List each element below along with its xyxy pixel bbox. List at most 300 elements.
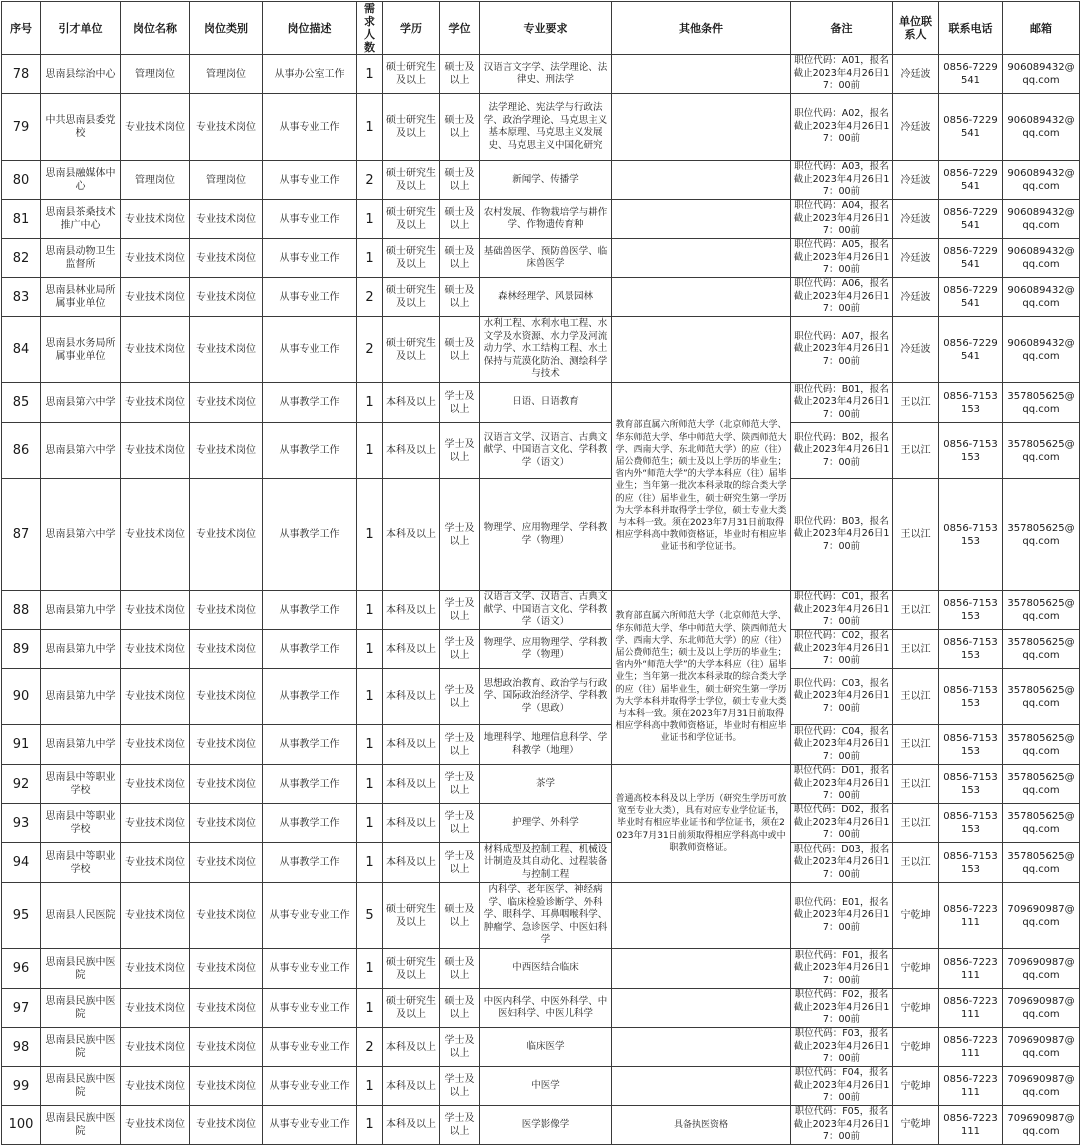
row-number: 88: [2, 591, 41, 630]
degree-cell: 学士及以上: [440, 765, 480, 804]
unit-cell: 中共思南县委党校: [41, 94, 121, 161]
education-cell: 硕士研究生及以上: [383, 883, 440, 949]
contact-person-cell: 宁乾坤: [893, 1106, 939, 1145]
contact-person-cell: 冷廷波: [893, 239, 939, 278]
table-row: [2, 725, 1080, 765]
other-conditions-cell: 教育部直属六所师范大学（北京师范大学、华东师范大学、华中师范大学、陕西师范大学、西南大学、东北师范大学）的应（往）届公费师范生；硕士及以上学历的毕业生；省内外“师范大学”的大学本科应（往）届毕业生；当年第一批次本科录取的综合类大学的应（往）届毕业生，硕士研究生第一学历为大学本科并取得学士学位，硕士专业大类与本科一致。须在2023年7月31日前取得相应学科高中教师资格证，毕业时有相应毕业证书和学位证书。: [612, 591, 791, 765]
remark-cell: 职位代码：C02，报名截止2023年4月26日17：00前: [791, 630, 893, 669]
other-conditions-cell: [612, 278, 791, 317]
major-requirement-cell: 茶学: [480, 765, 612, 804]
header-cell: 岗位描述: [263, 2, 357, 55]
contact-person-cell: 王以江: [893, 383, 939, 423]
post-desc-cell: 从事专业专业工作: [263, 883, 357, 949]
degree-cell: 学士及以上: [440, 804, 480, 843]
post-name-cell: 专业技术岗位: [121, 317, 190, 383]
table-row: [2, 669, 1080, 725]
unit-cell: 思南县第九中学: [41, 725, 121, 765]
table-row: [2, 883, 1080, 949]
phone-cell: 0856-7153153: [939, 591, 1003, 630]
degree-cell: 学士及以上: [440, 591, 480, 630]
email-cell: 906089432@qq.com: [1003, 94, 1080, 161]
unit-cell: 思南县中等职业学校: [41, 765, 121, 804]
remark-cell: 职位代码：D03，报名截止2023年4月26日17：00前: [791, 843, 893, 883]
major-requirement-cell: 内科学、老年医学、神经病学、临床检验诊断学、外科学、眼科学、耳鼻咽喉科学、肿瘤学、急诊医学、中医妇科学: [480, 883, 612, 949]
email-cell: 709690987@qq.com: [1003, 1106, 1080, 1145]
other-conditions-cell: [612, 1028, 791, 1067]
email-cell: 906089432@qq.com: [1003, 161, 1080, 200]
post-category-cell: 专业技术岗位: [190, 200, 263, 239]
contact-person-cell: 王以江: [893, 804, 939, 843]
post-desc-cell: 从事专业工作: [263, 239, 357, 278]
other-conditions-cell: [612, 161, 791, 200]
header-cell: 岗位类别: [190, 2, 263, 55]
post-desc-cell: 从事教学工作: [263, 725, 357, 765]
phone-cell: 0856-7229541: [939, 94, 1003, 161]
post-desc-cell: 从事教学工作: [263, 804, 357, 843]
row-number: 80: [2, 161, 41, 200]
email-cell: 709690987@qq.com: [1003, 883, 1080, 949]
remark-cell: 职位代码：C03，报名截止2023年4月26日17：00前: [791, 669, 893, 725]
email-cell: 357805625@qq.com: [1003, 591, 1080, 630]
post-name-cell: 专业技术岗位: [121, 949, 190, 989]
phone-cell: 0856-7229541: [939, 200, 1003, 239]
headcount-cell: 1: [357, 630, 383, 669]
major-requirement-cell: 护理学、外科学: [480, 804, 612, 843]
contact-person-cell: 冷廷波: [893, 94, 939, 161]
education-cell: 硕士研究生及以上: [383, 94, 440, 161]
unit-cell: 思南县第六中学: [41, 383, 121, 423]
row-number: 87: [2, 479, 41, 591]
degree-cell: 硕士及以上: [440, 161, 480, 200]
other-conditions-cell: [612, 200, 791, 239]
unit-cell: 思南县民族中医院: [41, 949, 121, 989]
row-number: 81: [2, 200, 41, 239]
post-name-cell: 专业技术岗位: [121, 883, 190, 949]
phone-cell: 0856-7153153: [939, 630, 1003, 669]
post-desc-cell: 从事教学工作: [263, 630, 357, 669]
other-conditions-cell: [612, 94, 791, 161]
unit-cell: 思南县林业局所属事业单位: [41, 278, 121, 317]
post-name-cell: 专业技术岗位: [121, 479, 190, 591]
other-conditions-cell: [612, 1067, 791, 1106]
row-number: 85: [2, 383, 41, 423]
table-row: [2, 1106, 1080, 1145]
row-number: 100: [2, 1106, 41, 1145]
major-requirement-cell: 汉语言文学、汉语言、古典文献学、中国语言文化、学科教学（语文）: [480, 591, 612, 630]
phone-cell: 0856-7153153: [939, 725, 1003, 765]
headcount-cell: 1: [357, 383, 383, 423]
education-cell: 硕士研究生及以上: [383, 989, 440, 1028]
row-number: 79: [2, 94, 41, 161]
table-row: [2, 804, 1080, 843]
headcount-cell: 2: [357, 161, 383, 200]
unit-cell: 思南县民族中医院: [41, 1028, 121, 1067]
major-requirement-cell: 日语、日语教育: [480, 383, 612, 423]
phone-cell: 0856-7229541: [939, 239, 1003, 278]
contact-person-cell: 宁乾坤: [893, 989, 939, 1028]
table-row: [2, 989, 1080, 1028]
table-row: [2, 1067, 1080, 1106]
headcount-cell: 2: [357, 1028, 383, 1067]
remark-cell: 职位代码：B03，报名截止2023年4月26日17：00前: [791, 479, 893, 591]
header-cell: 学位: [440, 2, 480, 55]
table-row: [2, 278, 1080, 317]
post-name-cell: 专业技术岗位: [121, 1106, 190, 1145]
table-row: [2, 949, 1080, 989]
education-cell: 硕士研究生及以上: [383, 278, 440, 317]
post-category-cell: 专业技术岗位: [190, 1067, 263, 1106]
table-row: [2, 423, 1080, 479]
email-cell: 709690987@qq.com: [1003, 1067, 1080, 1106]
headcount-cell: 1: [357, 94, 383, 161]
phone-cell: 0856-7153153: [939, 804, 1003, 843]
header-cell: 引才单位: [41, 2, 121, 55]
post-category-cell: 专业技术岗位: [190, 239, 263, 278]
education-cell: 硕士研究生及以上: [383, 317, 440, 383]
contact-person-cell: 宁乾坤: [893, 949, 939, 989]
row-number: 99: [2, 1067, 41, 1106]
post-category-cell: 专业技术岗位: [190, 804, 263, 843]
degree-cell: 硕士及以上: [440, 989, 480, 1028]
education-cell: 本科及以上: [383, 843, 440, 883]
contact-person-cell: 王以江: [893, 725, 939, 765]
contact-person-cell: 冷廷波: [893, 200, 939, 239]
education-cell: 硕士研究生及以上: [383, 949, 440, 989]
post-name-cell: 专业技术岗位: [121, 1028, 190, 1067]
table-header-row: [2, 2, 1080, 55]
post-category-cell: 专业技术岗位: [190, 94, 263, 161]
degree-cell: 学士及以上: [440, 423, 480, 479]
email-cell: 357805625@qq.com: [1003, 843, 1080, 883]
table-row: [2, 200, 1080, 239]
degree-cell: 硕士及以上: [440, 200, 480, 239]
phone-cell: 0856-7229541: [939, 278, 1003, 317]
post-name-cell: 专业技术岗位: [121, 630, 190, 669]
contact-person-cell: 冷廷波: [893, 278, 939, 317]
major-requirement-cell: 物理学、应用物理学、学科教学（物理）: [480, 479, 612, 591]
phone-cell: 0856-7153153: [939, 843, 1003, 883]
post-category-cell: 专业技术岗位: [190, 479, 263, 591]
post-category-cell: 专业技术岗位: [190, 383, 263, 423]
row-number: 90: [2, 669, 41, 725]
education-cell: 本科及以上: [383, 1028, 440, 1067]
post-desc-cell: 从事专业工作: [263, 161, 357, 200]
header-cell: 序号: [2, 2, 41, 55]
post-name-cell: 专业技术岗位: [121, 383, 190, 423]
headcount-cell: 1: [357, 989, 383, 1028]
remark-cell: 职位代码：A03，报名截止2023年4月26日17：00前: [791, 161, 893, 200]
email-cell: 906089432@qq.com: [1003, 278, 1080, 317]
row-number: 93: [2, 804, 41, 843]
post-category-cell: 专业技术岗位: [190, 630, 263, 669]
phone-cell: 0856-7223111: [939, 949, 1003, 989]
table-row: [2, 630, 1080, 669]
post-category-cell: 专业技术岗位: [190, 765, 263, 804]
email-cell: 357805625@qq.com: [1003, 630, 1080, 669]
post-category-cell: 专业技术岗位: [190, 669, 263, 725]
row-number: 86: [2, 423, 41, 479]
contact-person-cell: 宁乾坤: [893, 1028, 939, 1067]
degree-cell: 学士及以上: [440, 1067, 480, 1106]
remark-cell: 职位代码：A05，报名截止2023年4月26日17：00前: [791, 239, 893, 278]
remark-cell: 职位代码：C01，报名截止2023年4月26日17：00前: [791, 591, 893, 630]
row-number: 92: [2, 765, 41, 804]
remark-cell: 职位代码：A02，报名截止2023年4月26日17：00前: [791, 94, 893, 161]
unit-cell: 思南县民族中医院: [41, 989, 121, 1028]
phone-cell: 0856-7153153: [939, 479, 1003, 591]
table-row: [2, 383, 1080, 423]
unit-cell: 思南县中等职业学校: [41, 843, 121, 883]
email-cell: 709690987@qq.com: [1003, 989, 1080, 1028]
header-cell: 邮箱: [1003, 2, 1080, 55]
remark-cell: 职位代码：A07，报名截止2023年4月26日17：00前: [791, 317, 893, 383]
row-number: 78: [2, 55, 41, 94]
post-name-cell: 专业技术岗位: [121, 423, 190, 479]
headcount-cell: 1: [357, 55, 383, 94]
header-cell: 备注: [791, 2, 893, 55]
degree-cell: 学士及以上: [440, 843, 480, 883]
remark-cell: 职位代码：F03，报名截止2023年4月26日17：00前: [791, 1028, 893, 1067]
major-requirement-cell: 中西医结合临床: [480, 949, 612, 989]
post-category-cell: 专业技术岗位: [190, 317, 263, 383]
major-requirement-cell: 医学影像学: [480, 1106, 612, 1145]
post-name-cell: 专业技术岗位: [121, 1067, 190, 1106]
major-requirement-cell: 法学理论、宪法学与行政法学、政治学理论、马克思主义基本原理、马克思主义发展史、马克思主义中国化研究: [480, 94, 612, 161]
major-requirement-cell: 农村发展、作物栽培学与耕作学、作物遗传育种: [480, 200, 612, 239]
remark-cell: 职位代码：E01，报名截止2023年4月26日17：00前: [791, 883, 893, 949]
headcount-cell: 1: [357, 804, 383, 843]
unit-cell: 思南县动物卫生监督所: [41, 239, 121, 278]
table-row: [2, 94, 1080, 161]
post-name-cell: 专业技术岗位: [121, 239, 190, 278]
education-cell: 硕士研究生及以上: [383, 200, 440, 239]
remark-cell: 职位代码：F04，报名截止2023年4月26日17：00前: [791, 1067, 893, 1106]
row-number: 89: [2, 630, 41, 669]
headcount-cell: 1: [357, 1067, 383, 1106]
contact-person-cell: 王以江: [893, 591, 939, 630]
headcount-cell: 1: [357, 843, 383, 883]
post-category-cell: 管理岗位: [190, 55, 263, 94]
contact-person-cell: 冷廷波: [893, 161, 939, 200]
post-name-cell: 专业技术岗位: [121, 765, 190, 804]
post-name-cell: 专业技术岗位: [121, 843, 190, 883]
unit-cell: 思南县综治中心: [41, 55, 121, 94]
post-desc-cell: 从事教学工作: [263, 591, 357, 630]
post-category-cell: 专业技术岗位: [190, 278, 263, 317]
remark-cell: 职位代码：C04，报名截止2023年4月26日17：00前: [791, 725, 893, 765]
table-row: [2, 55, 1080, 94]
row-number: 91: [2, 725, 41, 765]
row-number: 98: [2, 1028, 41, 1067]
email-cell: 709690987@qq.com: [1003, 1028, 1080, 1067]
other-conditions-cell: 普通高校本科及以上学历（研究生学历可放宽至专业大类），具有对应专业学位证书，毕业时有相应毕业证书和学位证书，须在2023年7月31日前须取得相应学科高中或中职教师资格证。: [612, 765, 791, 883]
unit-cell: 思南县水务局所属事业单位: [41, 317, 121, 383]
degree-cell: 硕士及以上: [440, 278, 480, 317]
email-cell: 906089432@qq.com: [1003, 239, 1080, 278]
email-cell: 357805625@qq.com: [1003, 804, 1080, 843]
phone-cell: 0856-7153153: [939, 383, 1003, 423]
education-cell: 本科及以上: [383, 669, 440, 725]
post-category-cell: 专业技术岗位: [190, 591, 263, 630]
unit-cell: 思南县第六中学: [41, 423, 121, 479]
recruitment-table: [1, 1, 1080, 1145]
education-cell: 硕士研究生及以上: [383, 161, 440, 200]
contact-person-cell: 王以江: [893, 843, 939, 883]
email-cell: 357805625@qq.com: [1003, 383, 1080, 423]
post-name-cell: 专业技术岗位: [121, 725, 190, 765]
headcount-cell: 1: [357, 725, 383, 765]
remark-cell: 职位代码：B01，报名截止2023年4月26日17：00前: [791, 383, 893, 423]
email-cell: 906089432@qq.com: [1003, 317, 1080, 383]
row-number: 97: [2, 989, 41, 1028]
contact-person-cell: 冷廷波: [893, 317, 939, 383]
header-cell: 专业要求: [480, 2, 612, 55]
email-cell: 906089432@qq.com: [1003, 55, 1080, 94]
table-row: [2, 765, 1080, 804]
education-cell: 本科及以上: [383, 630, 440, 669]
unit-cell: 思南县人民医院: [41, 883, 121, 949]
unit-cell: 思南县民族中医院: [41, 1067, 121, 1106]
other-conditions-cell: [612, 883, 791, 949]
contact-person-cell: 宁乾坤: [893, 1067, 939, 1106]
major-requirement-cell: 汉语言文字学、法学理论、法律史、刑法学: [480, 55, 612, 94]
post-name-cell: 专业技术岗位: [121, 591, 190, 630]
phone-cell: 0856-7153153: [939, 669, 1003, 725]
phone-cell: 0856-7229541: [939, 55, 1003, 94]
post-name-cell: 专业技术岗位: [121, 669, 190, 725]
post-desc-cell: 从事教学工作: [263, 669, 357, 725]
remark-cell: 职位代码：F02，报名截止2023年4月26日17：00前: [791, 989, 893, 1028]
unit-cell: 思南县中等职业学校: [41, 804, 121, 843]
remark-cell: 职位代码：D01，报名截止2023年4月26日17：00前: [791, 765, 893, 804]
degree-cell: 硕士及以上: [440, 55, 480, 94]
table-row: [2, 239, 1080, 278]
education-cell: 本科及以上: [383, 479, 440, 591]
post-category-cell: 专业技术岗位: [190, 949, 263, 989]
education-cell: 硕士研究生及以上: [383, 239, 440, 278]
email-cell: 357805625@qq.com: [1003, 479, 1080, 591]
other-conditions-cell: 具备执医资格: [612, 1106, 791, 1145]
email-cell: 709690987@qq.com: [1003, 949, 1080, 989]
unit-cell: 思南县民族中医院: [41, 1106, 121, 1145]
header-cell: 其他条件: [612, 2, 791, 55]
degree-cell: 学士及以上: [440, 1106, 480, 1145]
major-requirement-cell: 材料成型及控制工程、机械设计制造及其自动化、过程装备与控制工程: [480, 843, 612, 883]
contact-person-cell: 王以江: [893, 479, 939, 591]
headcount-cell: 2: [357, 317, 383, 383]
contact-person-cell: 王以江: [893, 423, 939, 479]
headcount-cell: 1: [357, 239, 383, 278]
degree-cell: 硕士及以上: [440, 949, 480, 989]
headcount-cell: 1: [357, 479, 383, 591]
unit-cell: 思南县融媒体中心: [41, 161, 121, 200]
post-desc-cell: 从事专业专业工作: [263, 949, 357, 989]
table-row: [2, 161, 1080, 200]
row-number: 94: [2, 843, 41, 883]
headcount-cell: 1: [357, 669, 383, 725]
education-cell: 本科及以上: [383, 423, 440, 479]
headcount-cell: 1: [357, 423, 383, 479]
education-cell: 硕士研究生及以上: [383, 55, 440, 94]
headcount-cell: 1: [357, 591, 383, 630]
post-name-cell: 专业技术岗位: [121, 278, 190, 317]
other-conditions-cell: [612, 317, 791, 383]
education-cell: 本科及以上: [383, 765, 440, 804]
phone-cell: 0856-7229541: [939, 317, 1003, 383]
post-name-cell: 专业技术岗位: [121, 200, 190, 239]
post-category-cell: 专业技术岗位: [190, 989, 263, 1028]
degree-cell: 学士及以上: [440, 725, 480, 765]
other-conditions-cell: [612, 239, 791, 278]
post-name-cell: 专业技术岗位: [121, 94, 190, 161]
row-number: 84: [2, 317, 41, 383]
post-category-cell: 专业技术岗位: [190, 423, 263, 479]
degree-cell: 学士及以上: [440, 383, 480, 423]
header-cell: 学历: [383, 2, 440, 55]
major-requirement-cell: 汉语言文学、汉语言、古典文献学、中国语言文化、学科教学（语文）: [480, 423, 612, 479]
remark-cell: 职位代码：F01，报名截止2023年4月26日17：00前: [791, 949, 893, 989]
degree-cell: 学士及以上: [440, 1028, 480, 1067]
post-category-cell: 管理岗位: [190, 161, 263, 200]
remark-cell: 职位代码：F05，报名截止2023年4月26日17：00前: [791, 1106, 893, 1145]
contact-person-cell: 冷廷波: [893, 55, 939, 94]
post-desc-cell: 从事教学工作: [263, 843, 357, 883]
post-desc-cell: 从事专业工作: [263, 317, 357, 383]
headcount-cell: 1: [357, 1106, 383, 1145]
table-row: [2, 317, 1080, 383]
degree-cell: 硕士及以上: [440, 94, 480, 161]
remark-cell: 职位代码：A01，报名截止2023年4月26日17：00前: [791, 55, 893, 94]
headcount-cell: 2: [357, 278, 383, 317]
post-desc-cell: 从事专业工作: [263, 94, 357, 161]
phone-cell: 0856-7223111: [939, 1106, 1003, 1145]
phone-cell: 0856-7223111: [939, 989, 1003, 1028]
major-requirement-cell: 中医学: [480, 1067, 612, 1106]
row-number: 83: [2, 278, 41, 317]
major-requirement-cell: 思想政治教育、政治学与行政学、国际政治经济学、学科教学（思政）: [480, 669, 612, 725]
email-cell: 357805625@qq.com: [1003, 423, 1080, 479]
contact-person-cell: 王以江: [893, 669, 939, 725]
contact-person-cell: 王以江: [893, 765, 939, 804]
unit-cell: 思南县第九中学: [41, 630, 121, 669]
major-requirement-cell: 中医内科学、中医外科学、中医妇科学、中医儿科学: [480, 989, 612, 1028]
phone-cell: 0856-7223111: [939, 1067, 1003, 1106]
unit-cell: 思南县茶桑技术推广中心: [41, 200, 121, 239]
post-desc-cell: 从事专业专业工作: [263, 1028, 357, 1067]
phone-cell: 0856-7223111: [939, 883, 1003, 949]
post-desc-cell: 从事办公室工作: [263, 55, 357, 94]
post-desc-cell: 从事专业专业工作: [263, 1106, 357, 1145]
email-cell: 357805625@qq.com: [1003, 765, 1080, 804]
table-row: [2, 591, 1080, 630]
education-cell: 本科及以上: [383, 725, 440, 765]
remark-cell: 职位代码：A04，报名截止2023年4月26日17：00前: [791, 200, 893, 239]
major-requirement-cell: 地理科学、地理信息科学、学科教学（地理）: [480, 725, 612, 765]
other-conditions-cell: [612, 949, 791, 989]
post-category-cell: 专业技术岗位: [190, 725, 263, 765]
post-category-cell: 专业技术岗位: [190, 1106, 263, 1145]
headcount-cell: 1: [357, 765, 383, 804]
contact-person-cell: 王以江: [893, 630, 939, 669]
remark-cell: 职位代码：B02，报名截止2023年4月26日17：00前: [791, 423, 893, 479]
education-cell: 本科及以上: [383, 804, 440, 843]
phone-cell: 0856-7153153: [939, 765, 1003, 804]
remark-cell: 职位代码：D02，报名截止2023年4月26日17：00前: [791, 804, 893, 843]
degree-cell: 学士及以上: [440, 630, 480, 669]
major-requirement-cell: 新闻学、传播学: [480, 161, 612, 200]
header-cell: 岗位名称: [121, 2, 190, 55]
unit-cell: 思南县第九中学: [41, 591, 121, 630]
